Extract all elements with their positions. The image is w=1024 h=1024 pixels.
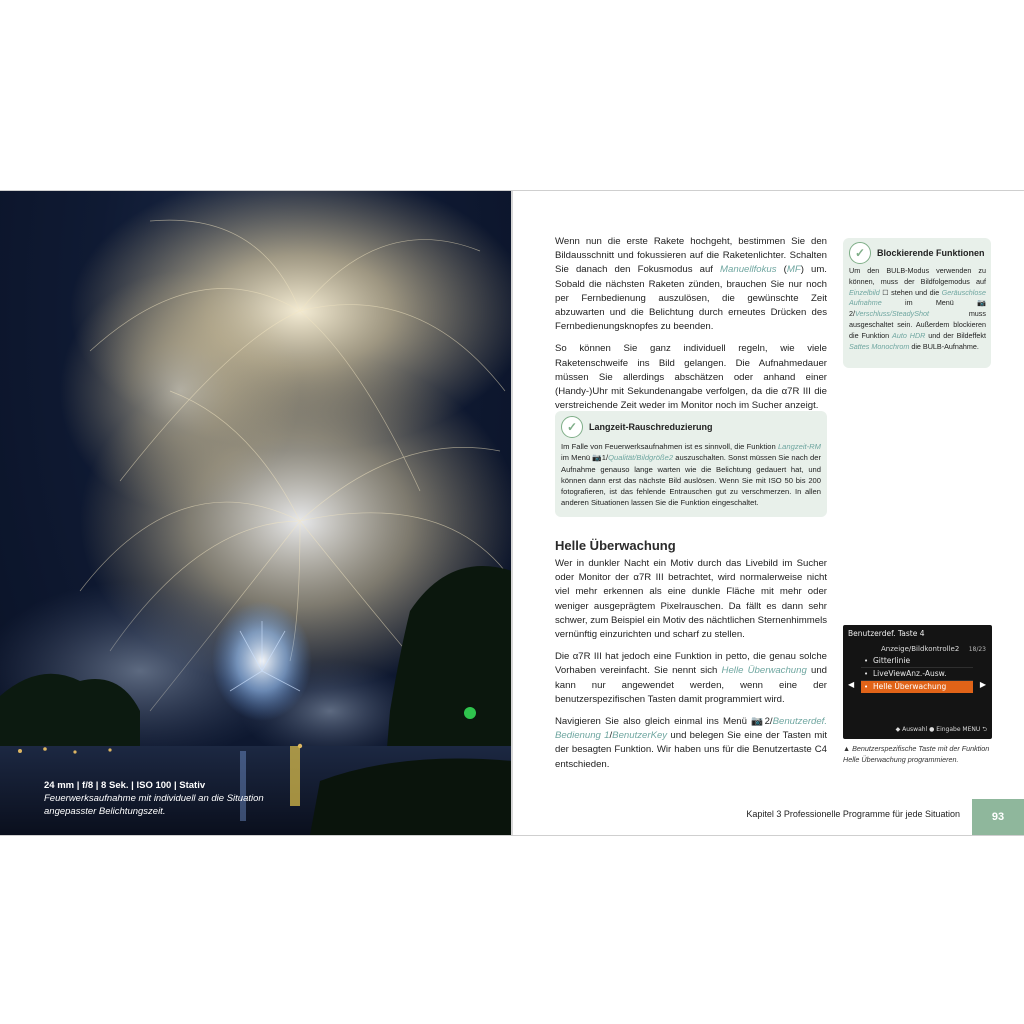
screen-menu-list bbox=[861, 655, 973, 693]
screen-footer: ◆ Auswahl ● Eingabe MENU ⮌ bbox=[895, 726, 987, 733]
text-run: und kann nur angewendet werden, wenn eine der benutzerspezifischen Tasten damit programmiert wird. bbox=[555, 665, 827, 705]
tip-box-blockierende bbox=[843, 238, 991, 368]
tip-title: Blockierende Funktionen bbox=[877, 248, 985, 258]
firework-illustration bbox=[0, 191, 512, 835]
menu-term: Qualität/Bildgröße2 bbox=[608, 453, 674, 463]
tip-body bbox=[849, 266, 986, 352]
text-run: und der Bildeffekt bbox=[925, 330, 987, 340]
paragraph-3: Wer in dunkler Nacht ein Motiv durch das Livebild im Sucher oder Monitor der α7R III betrachtet, wird normalerweise nicht viel mehr erkennen als eine dunkle Fläche mit mehr oder weniger ausgeprägtem Pixelrauschen. Da fällt es dann sehr schwer, zum Beispiel ein Motiv des nächtlichen Sternenhimmels vernünftig einzurichten und scharf zu stellen. bbox=[555, 558, 827, 641]
caption-text: Feuerwerksaufnahme mit individuell an die Situation angepasster Belichtungszeit. bbox=[44, 793, 264, 817]
text-run: / bbox=[609, 730, 613, 742]
intro-text bbox=[555, 235, 827, 421]
menu-term: Verschluss/SteadyShot bbox=[855, 309, 930, 319]
text-run: ☐ stehen und die bbox=[879, 287, 942, 297]
photo-caption bbox=[44, 779, 264, 818]
menu-term: Manuellfokus bbox=[720, 264, 777, 276]
menu-term: Geräuschlose Aufnahme bbox=[849, 287, 986, 308]
tip-title: Langzeit-Rauschreduzierung bbox=[589, 422, 713, 432]
tip-header bbox=[561, 416, 713, 438]
firework-photo bbox=[0, 191, 512, 835]
checkmark-icon: ✓ bbox=[561, 416, 583, 438]
text-run: im Menü 📷2/ bbox=[849, 298, 986, 319]
paragraph-4 bbox=[555, 650, 827, 707]
menu-term: Langzeit-RM bbox=[777, 442, 821, 451]
checkmark-icon: ✓ bbox=[849, 242, 871, 264]
text-run: muss ausgeschaltet sein. Außerdem blockieren die Funktion bbox=[849, 309, 986, 340]
screen-subtitle: Anzeige/Bildkontrolle2 bbox=[881, 645, 960, 653]
paragraph-2: So können Sie ganz individuell regeln, wie viele Raketenschweife ins Bild gelangen. Die Aufnahmedauer müssen Sie allerdings abschätzen oder anhand einer (Handy-)Uhr mit Sekundenangabe verfolgen, da die α7R III die verstreichende Zeit weder im Monitor noch im Sucher anzeigt. bbox=[555, 343, 827, 412]
text-run: Wenn nun die erste Rakete hochgeht, bestimmen Sie den Bildausschnitt und fokussieren auf die Raketenlichter. Schalten Sie danach den Fokusmodus auf bbox=[555, 236, 827, 276]
page-footer bbox=[512, 799, 1024, 835]
text-page bbox=[512, 191, 1024, 835]
tip-body bbox=[561, 441, 821, 509]
page-number: 93 bbox=[972, 799, 1024, 835]
exif-line: 24 mm | f/8 | 8 Sek. | ISO 100 | Stativ bbox=[44, 780, 206, 791]
screen-caption: ▲ Benutzerspezifische Taste mit der Funktion Helle Überwachung programmieren. bbox=[843, 744, 990, 764]
text-run: die BULB-Aufnahme. bbox=[909, 341, 979, 351]
menu-term: Sattes Monochrom bbox=[849, 341, 910, 351]
menu-item-gitterlinie: • Gitterlinie bbox=[861, 655, 973, 668]
menu-term: Benutzerdef. Bedienung 1 bbox=[555, 716, 828, 742]
text-run: ( bbox=[776, 264, 787, 276]
text-run: Im Falle von Feuerwerksaufnahmen ist es sinnvoll, die Funktion bbox=[561, 442, 778, 451]
menu-term: Helle Überwachung bbox=[721, 665, 807, 677]
menu-term: BenutzerKey bbox=[612, 730, 668, 742]
paragraph-5 bbox=[555, 715, 827, 772]
menu-term: Einzelbild bbox=[849, 287, 880, 297]
text-run: und belegen Sie eine der Tasten mit der besagten Funktion. Wir haben uns für die Benutzertaste C4 entschieden. bbox=[555, 730, 827, 770]
tip-box-rauschreduzierung bbox=[555, 411, 827, 517]
section-text bbox=[555, 557, 827, 780]
left-arrow-icon: ◀ bbox=[848, 680, 855, 689]
menu-item-liveview: • LiveViewAnz.-Ausw. bbox=[861, 668, 973, 681]
menu-item-helle-ueberwachung: • Helle Überwachung bbox=[861, 681, 973, 693]
text-run: Navigieren Sie also gleich einmal ins Menü bbox=[555, 716, 752, 728]
right-arrow-icon: ▶ bbox=[979, 680, 986, 689]
book-spread bbox=[0, 190, 1024, 836]
paragraph-1 bbox=[555, 235, 827, 334]
chapter-title: Kapitel 3 Professionelle Programme für jede Situation bbox=[746, 809, 960, 819]
screen-page-indicator: 18/23 bbox=[968, 646, 986, 653]
text-run: auszuschalten. Sonst müssen Sie nach der Aufnahme genauso lange warten wie die Belichtung gedauert hat, und können dann erst das nächste Bild auslösen. Wenn Sie mit ISO 50 bis 200 fotografieren, ist das fehlende Entrauschen gut zu verschmerzen. In allen anderen Situationen lassen Sie die Funktion eingeschaltet. bbox=[561, 453, 821, 508]
section-title: Helle Überwachung bbox=[555, 538, 676, 553]
text-run: Um den BULB-Modus verwenden zu können, muss der Bildfolgemodus auf bbox=[849, 266, 986, 286]
camera-menu-icon: 📷2/ bbox=[751, 716, 773, 728]
screen-title: Benutzerdef. Taste 4 bbox=[848, 629, 925, 638]
text-run: Die α7R III hat jedoch eine Funktion in petto, die genau solche Vorhaben vereinfacht. Sie nennt sich bbox=[555, 651, 827, 677]
camera-menu-screenshot bbox=[843, 625, 992, 739]
tip-header bbox=[849, 242, 985, 264]
menu-term: MF bbox=[786, 264, 801, 276]
text-run: ) um. Sobald die nächsten Raketen zünden, brauchen Sie nur noch per Fernbedienung auszulösen, die gewünschte Zeit abzuwarten und die Belichtung durch erneutes Drücken des Fernbedienungsknopfes zu beenden. bbox=[555, 264, 827, 333]
menu-term: Auto HDR bbox=[892, 330, 926, 340]
text-run: im Menü 📷1/ bbox=[561, 453, 609, 463]
